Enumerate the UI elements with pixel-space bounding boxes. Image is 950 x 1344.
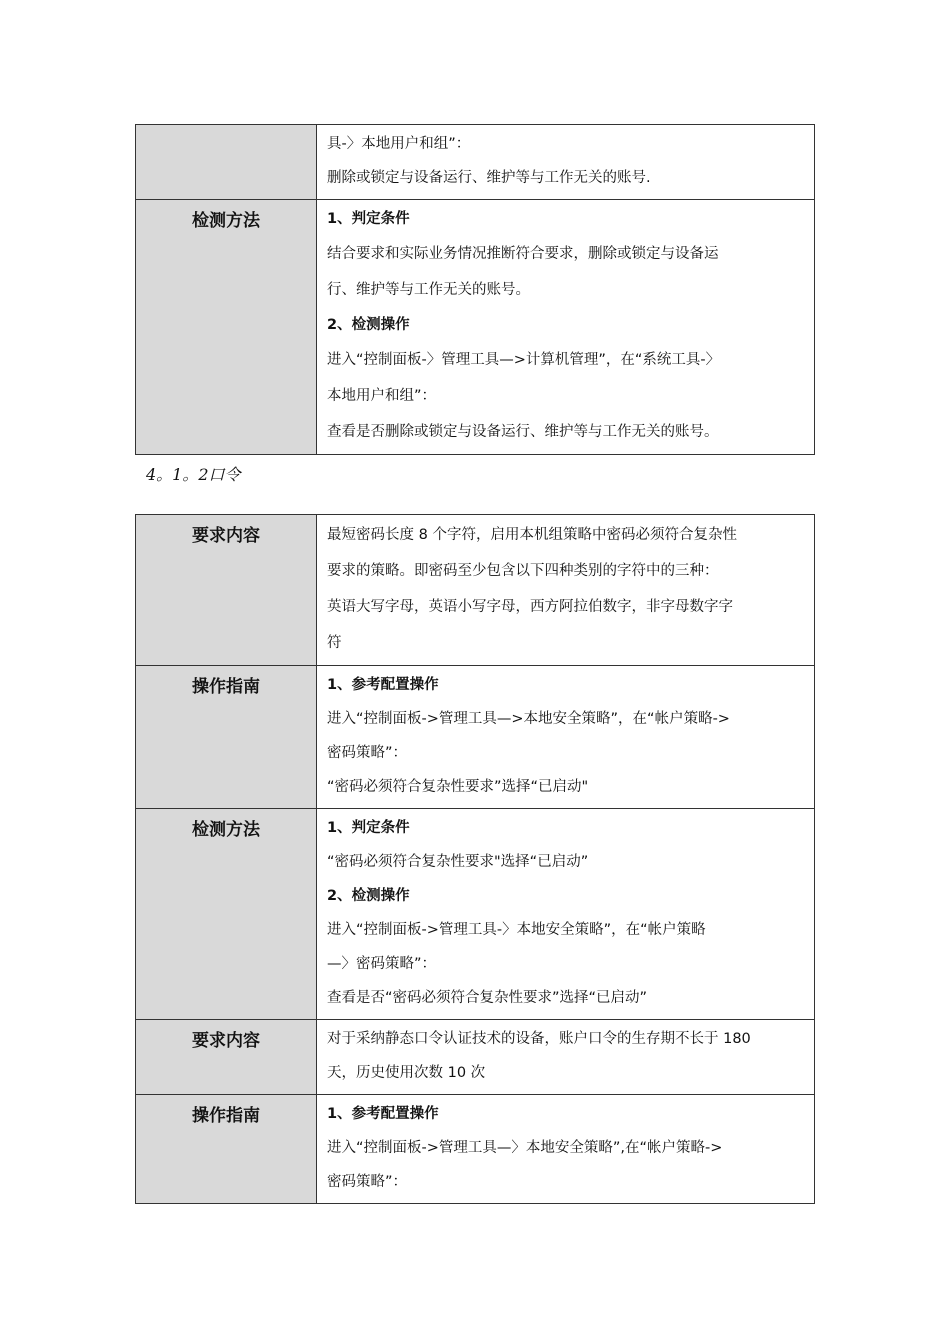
text-line: “密码必须符合复杂性要求”选择“已启动" [327, 779, 589, 795]
text-line: 英语大写字母，英语小写字母，西方阿拉伯数字，非字母数字字 [327, 599, 733, 615]
text-line: 符 [327, 635, 342, 651]
subheading: 2、检测操作 [327, 317, 410, 333]
text-line: 对于采纳静态口令认证技术的设备，账户口令的生存期不长于 180 [327, 1031, 751, 1047]
text-line: —〉密码策略”： [327, 956, 437, 972]
row-content [317, 1020, 815, 1095]
row-content [317, 809, 815, 1020]
text-line: 进入“控制面板->管理工具-〉本地安全策略”，在“帐户策略 [327, 922, 706, 938]
table-row [136, 1020, 815, 1095]
text-line: 最短密码长度 8 个字符，启用本机组策略中密码必须符合复杂性 [327, 527, 737, 543]
text-line: 进入“控制面板-〉管理工具—>计算机管理”，在“系统工具-〉 [327, 352, 721, 368]
row-label: 操作指南 [136, 666, 317, 809]
text-line: 具-〉本地用户和组”： [327, 136, 471, 152]
table-row [136, 200, 815, 455]
row-content [317, 515, 815, 666]
text-line: 查看是否删除或锁定与设备运行、维护等与工作无关的账号。 [327, 424, 719, 440]
row-label: 检测方法 [136, 200, 317, 455]
row-content [317, 200, 815, 455]
security-spec-table-password [135, 514, 815, 1204]
subheading: 1、判定条件 [327, 211, 410, 227]
table-row [136, 125, 815, 200]
subheading: 1、参考配置操作 [327, 1106, 439, 1122]
row-content [317, 666, 815, 809]
text-line: 进入“控制面板->管理工具—〉本地安全策略”,在“帐户策略-> [327, 1140, 723, 1156]
row-label: 要求内容 [136, 1020, 317, 1095]
table-row [136, 666, 815, 809]
text-line: 密码策略”： [327, 1174, 408, 1190]
text-line: “密码必须符合复杂性要求"选择“已启动” [327, 854, 589, 870]
row-content [317, 1095, 815, 1204]
text-line: 删除或锁定与设备运行、维护等与工作无关的账号. [327, 170, 651, 186]
text-line: 查看是否“密码必须符合复杂性要求”选择“已启动” [327, 990, 648, 1006]
row-content [317, 125, 815, 200]
row-label: 操作指南 [136, 1095, 317, 1204]
text-line: 密码策略”： [327, 745, 408, 761]
text-line: 进入“控制面板->管理工具—>本地安全策略”，在“帐户策略-> [327, 711, 730, 727]
text-line: 结合要求和实际业务情况推断符合要求，删除或锁定与设备运 [327, 246, 719, 262]
section-heading: 4。1。2口令 [146, 465, 241, 484]
table-row [136, 515, 815, 666]
subheading: 1、判定条件 [327, 820, 410, 836]
table-row [136, 809, 815, 1020]
row-label [136, 125, 317, 200]
row-label: 要求内容 [136, 515, 317, 666]
table-row [136, 1095, 815, 1204]
text-line: 行、维护等与工作无关的账号。 [327, 282, 530, 298]
security-spec-table-accounts [135, 124, 815, 455]
subheading: 2、检测操作 [327, 888, 410, 904]
text-line: 天，历史使用次数 10 次 [327, 1065, 486, 1081]
row-label: 检测方法 [136, 809, 317, 1020]
subheading: 1、参考配置操作 [327, 677, 439, 693]
text-line: 要求的策略。即密码至少包含以下四种类别的字符中的三种： [327, 563, 719, 579]
text-line: 本地用户和组”： [327, 388, 437, 404]
